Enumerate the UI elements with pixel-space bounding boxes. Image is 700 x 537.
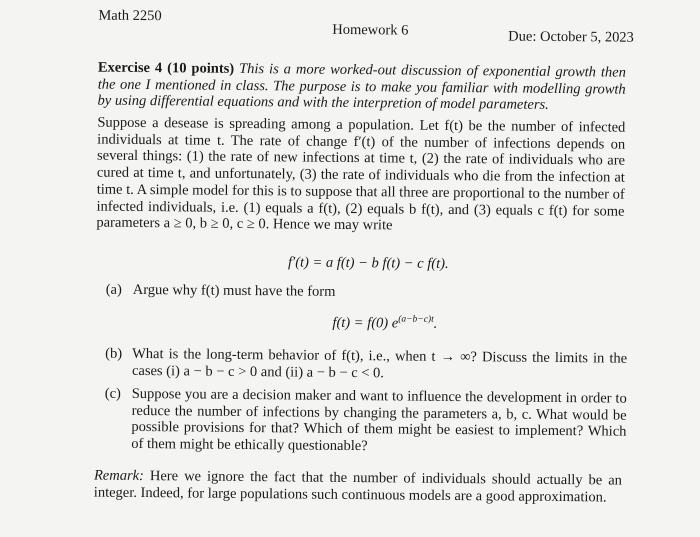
part-c-label: (c) (104, 385, 121, 402)
solution-equation (332, 314, 437, 333)
remark-label: Remark: (93, 467, 144, 485)
course-name: Math 2250 (98, 7, 162, 25)
exercise-description: This is a more worked-out discussion of exponential growth then the one I mentioned in class. The purpose is to make you familiar with modelling growth by using differential equations and with the interpretion of model parameters. (97, 60, 626, 114)
solution-base: f(t) = f(0) e (332, 314, 399, 332)
problem-intro: Suppose a desease is spreading among a population. Let f(t) be the number of infected individuals at time t. The rate of change f′(t) of the number of infections depends on several things: (1) the rate of new infections at time t, (2) the rate of individuals who are cured at time t, and unfortunately, (3) the rate of individuals who die from the infection at time t. A simple model for this is to suppose that all three are proportional to the number of infected individuals, i.e. (1) equals a f(t), (2) equals b f(t), and (3) equals c f(t) for some parameters a ≥ 0, b ≥ 0, c ≥ 0. Hence we may write (96, 114, 626, 234)
part-b-text: What is the long-term behavior of f(t), i.e., when t → ∞? Discuss the limits in the cases (i) a − b − c > 0 and (ii) a − b − c < 0. (131, 345, 628, 382)
part-b (105, 346, 627, 384)
part-c-text: Suppose you are a decision maker and want to influence the development in order to reduce the number of infections by changing the parameters a, b, c. What would be possible provisions for that? Which of them might be easiest to implement? Which of them might be ethically questionable? (131, 385, 627, 455)
part-a (106, 282, 628, 304)
exercise-title: Exercise 4 (10 points) (97, 59, 235, 77)
part-a-text: Argue why f(t) must have the form (132, 281, 336, 300)
exercise-heading (97, 60, 625, 115)
remark (94, 468, 622, 506)
homework-title: Homework 6 (332, 21, 409, 39)
part-c (104, 386, 627, 458)
due-date: Due: October 5, 2023 (508, 28, 634, 46)
solution-exponent: (a−b−c)t (398, 314, 434, 325)
solution-end: . (433, 315, 438, 332)
part-a-label: (a) (105, 281, 122, 298)
remark-text: Here we ignore the fact that the number of individuals should actually be an integer. Indeed, for large populations such continuous models are a good approximation. (93, 468, 623, 506)
part-b-label: (b) (105, 345, 123, 362)
differential-equation: f′(t) = a f(t) − b f(t) − c f(t). (287, 254, 449, 272)
